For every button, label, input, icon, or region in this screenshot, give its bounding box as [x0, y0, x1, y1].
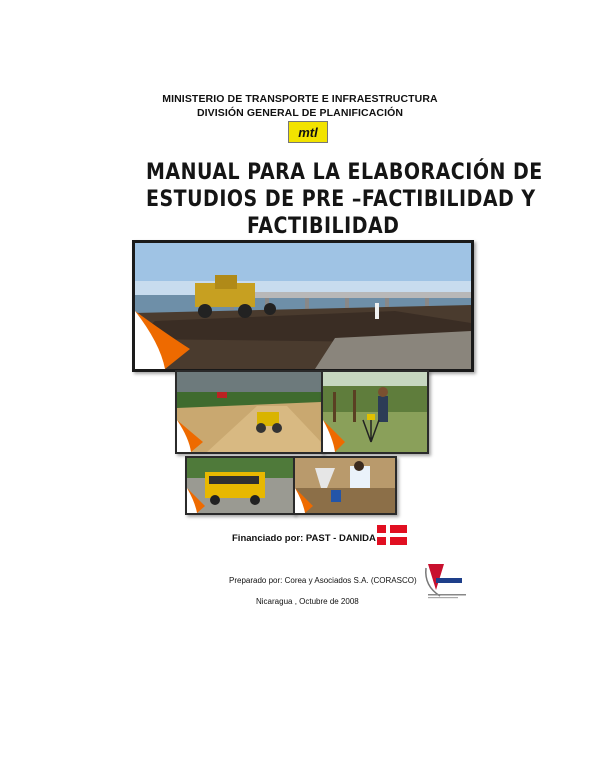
title-line-3: FACTIBILIDAD	[247, 213, 400, 239]
prepared-by: Preparado por: Corea y Asociados S.A. (CORASCO)	[229, 576, 417, 585]
title-line-2: ESTUDIOS DE PRE –FACTIBILIDAD Y	[146, 186, 536, 212]
corasco-logo	[422, 560, 470, 602]
ministry-name: MINISTERIO DE TRANSPORTE E INFRAESTRUCTURA	[162, 93, 438, 105]
photo-school-bus	[185, 456, 295, 515]
division-name: DIVISIÓN GENERAL DE PLANIFICACIÓN	[196, 107, 404, 119]
photo-road-construction	[132, 240, 474, 372]
photo-lab-testing	[293, 456, 397, 515]
photo-gravel-road	[175, 370, 323, 454]
funding-credit: Financiado por: PAST - DANIDA	[232, 533, 376, 544]
mti-logo: mtl	[288, 121, 328, 143]
denmark-flag-icon	[377, 525, 407, 545]
photo-survey-instrument	[321, 370, 429, 454]
place-date: Nicaragua , Octubre de 2008	[256, 597, 359, 606]
title-line-1: MANUAL PARA LA ELABORACIÓN DE	[146, 159, 543, 185]
